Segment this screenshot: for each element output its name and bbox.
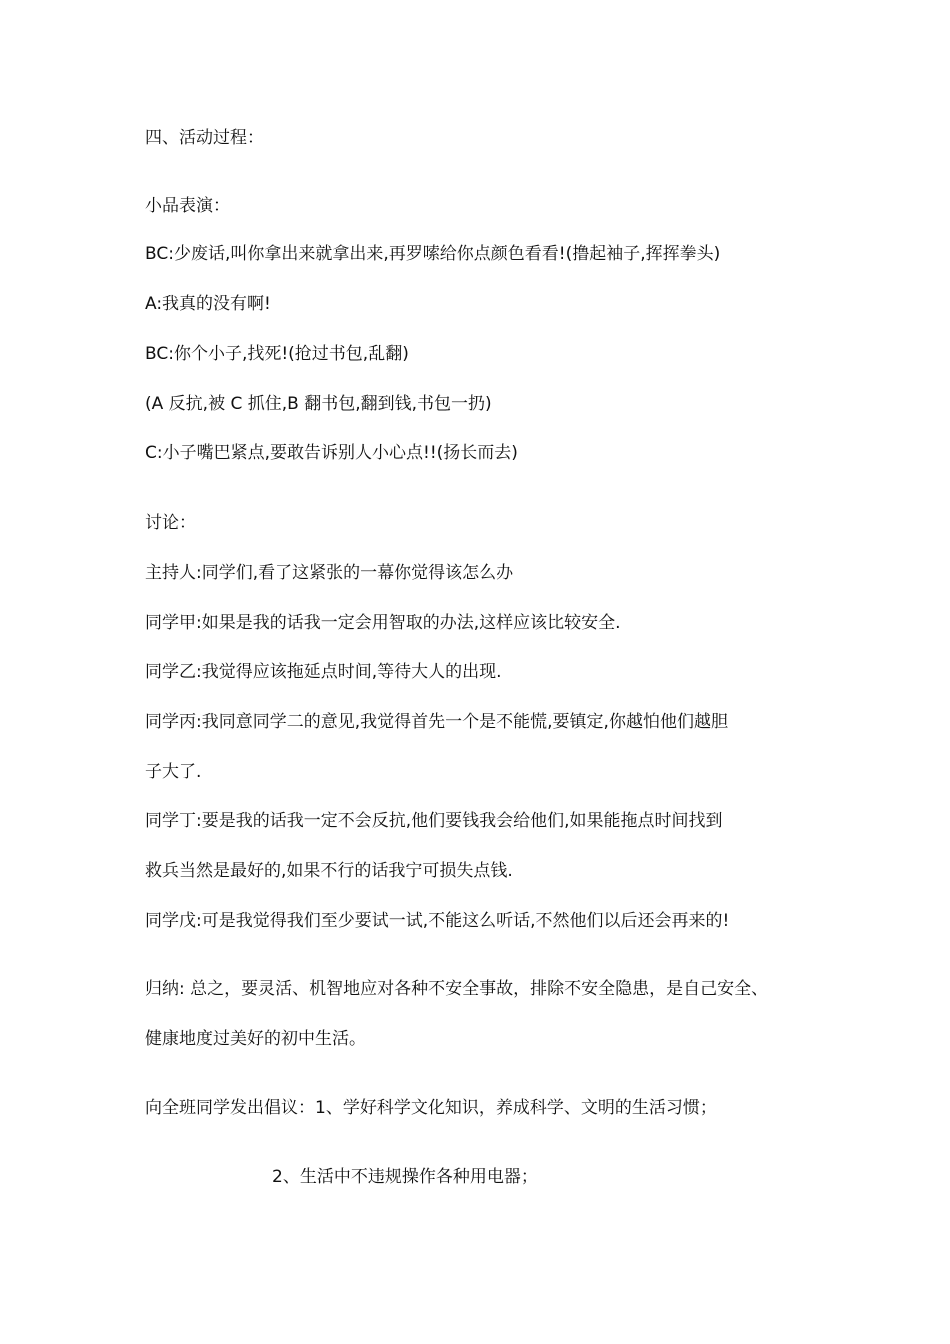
proposal-line: 向全班同学发出倡议：1、学好科学文化知识，养成科学、文明的生活习惯； — [145, 1098, 717, 1118]
discussion-line: 同学甲:如果是我的话我一定会用智取的办法,这样应该比较安全. — [145, 613, 621, 633]
discussion-line: 子大了. — [145, 762, 202, 782]
proposal-line: 2、生活中不违规操作各种用电器； — [272, 1167, 538, 1187]
discussion-line: 同学乙:我觉得应该拖延点时间,等待大人的出现. — [145, 662, 502, 682]
skit-title: 小品表演： — [145, 196, 230, 216]
skit-line: C:小子嘴巴紧点,要敢告诉别人小心点!!(扬长而去) — [145, 443, 518, 463]
discussion-line: 同学戊:可是我觉得我们至少要试一试,不能这么听话,不然他们以后还会再来的! — [145, 911, 730, 931]
summary-line: 健康地度过美好的初中生活。 — [145, 1029, 366, 1049]
discussion-line: 救兵当然是最好的,如果不行的话我宁可损失点钱. — [145, 861, 513, 881]
discussion-title: 讨论： — [145, 513, 196, 533]
skit-line: BC:少废话,叫你拿出来就拿出来,再罗嗦给你点颜色看看!(撸起袖子,挥挥拳头) — [145, 244, 721, 264]
section-heading: 四、活动过程： — [145, 128, 264, 148]
summary-line: 归纳: 总之，要灵活、机智地应对各种不安全事故，排除不安全隐患，是自己安全、 — [145, 979, 769, 999]
skit-line: BC:你个小子,找死!(抢过书包,乱翻) — [145, 344, 409, 364]
discussion-line: 主持人:同学们,看了这紧张的一幕你觉得该怎么办 — [145, 563, 514, 583]
discussion-line: 同学丙:我同意同学二的意见,我觉得首先一个是不能慌,要镇定,你越怕他们越胆 — [145, 712, 728, 732]
discussion-line: 同学丁:要是我的话我一定不会反抗,他们要钱我会给他们,如果能拖点时间找到 — [145, 811, 723, 831]
skit-line: A:我真的没有啊! — [145, 294, 271, 314]
skit-line: (A 反抗,被 C 抓住,B 翻书包,翻到钱,书包一扔) — [145, 394, 492, 414]
